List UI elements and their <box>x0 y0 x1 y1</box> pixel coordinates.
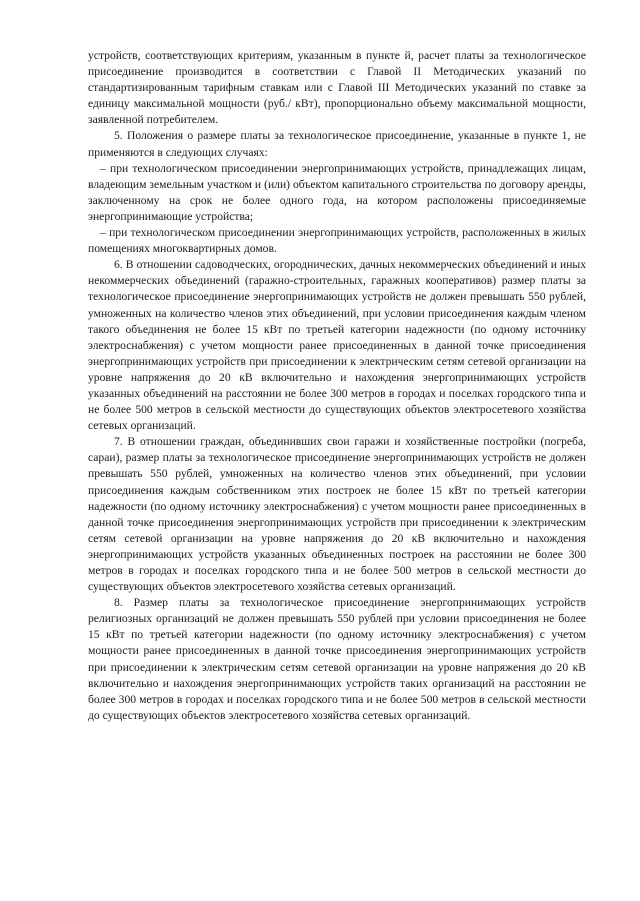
document-body <box>88 48 586 724</box>
paragraph-item-6: 6. В отношении садоводческих, огороднических, дачных некоммерческих объединений и иных некоммерческих объединений (гаражно-строительных, гаражных кооперативов) размер платы за технологическое присоединение энергопринимающих устройств не должен превышать 550 рублей, умноженных на количество членов этих объединений, при условии присоединения каждым членом такого объединения не более 15 кВт по третьей категории надежности (по одному источнику электроснабжения) с учетом мощности ранее присоединенных в данной точке присоединения энергопринимающих устройств при присоединении к электрическим сетям сетевой организации на уровне напряжения до 20 кВ включительно и нахождения энергопринимающих устройств указанных объединений на расстоянии не более 300 метров в городах и поселках городского типа и не более 500 метров в сельской местности до существующих объектов электросетевого хозяйства сетевых организаций. <box>88 258 586 433</box>
paragraph-item-8: 8. Размер платы за технологическое присоединение энергопринимающих устройств религиозных организаций не должен превышать 550 рублей при условии присоединения не более 15 кВт по третьей категории надежности (по одному источнику электроснабжения) с учетом мощности ранее присоединенных в данной точке присоединения энергопринимающих устройств при присоединении к электрическим сетям сетевой организации на уровне напряжения до 20 кВ включительно и нахождения энергопринимающих устройств таких организаций на расстоянии не более 300 метров в городах и поселках городского типа и не более 500 метров в сельской местности до существующих объектов электросетевого хозяйства сетевых организаций. <box>88 596 586 722</box>
paragraph-item-5: 5. Положения о размере платы за технологическое присоединение, указанные в пункте 1, не применяются в следующих случаях: <box>88 129 586 159</box>
bullet-item-apartments: – при технологическом присоединении энергопринимающих устройств, расположенных в жилых помещениях многоквартирных домов. <box>88 226 586 256</box>
paragraph-continuation: устройств, соответствующих критериям, указанным в пункте й, расчет платы за технологическое присоединение производится в соответствии с Главой II Методических указаний по стандартизированным тарифным ставкам или с Главой III Методических указаний по ставке за единицу максимальной мощности (руб./ кВт), пропорционально объему максимальной мощности, заявленной потребителем. <box>88 49 586 127</box>
bullet-item-lease: – при технологическом присоединении энергопринимающих устройств, принадлежащих лицам, владеющим земельным участком и (или) объектом капитального строительства по договору аренды, заключенному на срок не более одного года, на котором расположены присоединяемые энергопринимающие устройства; <box>88 161 586 223</box>
paragraph-item-7: 7. В отношении граждан, объединивших свои гаражи и хозяйственные постройки (погреба, сараи), размер платы за технологическое присоединение энергопринимающих устройств не должен превышать 550 рублей, умноженных на количество членов этих объединений, при условии присоединения каждым собственником этих построек не более 15 кВт по третьей категории надежности (по одному источнику электроснабжения) с учетом мощности ранее присоединенных в данной точке присоединения энергопринимающих устройств при присоединении к электрическим сетям сетевой организации на уровне напряжения до 20 кВ включительно и нахождения энергопринимающих устройств указанных объединенных построек на расстоянии не более 300 метров в городах и поселках городского типа и не более 500 метров в сельской местности до существующих объектов электросетевого хозяйства сетевых организаций. <box>88 435 586 594</box>
